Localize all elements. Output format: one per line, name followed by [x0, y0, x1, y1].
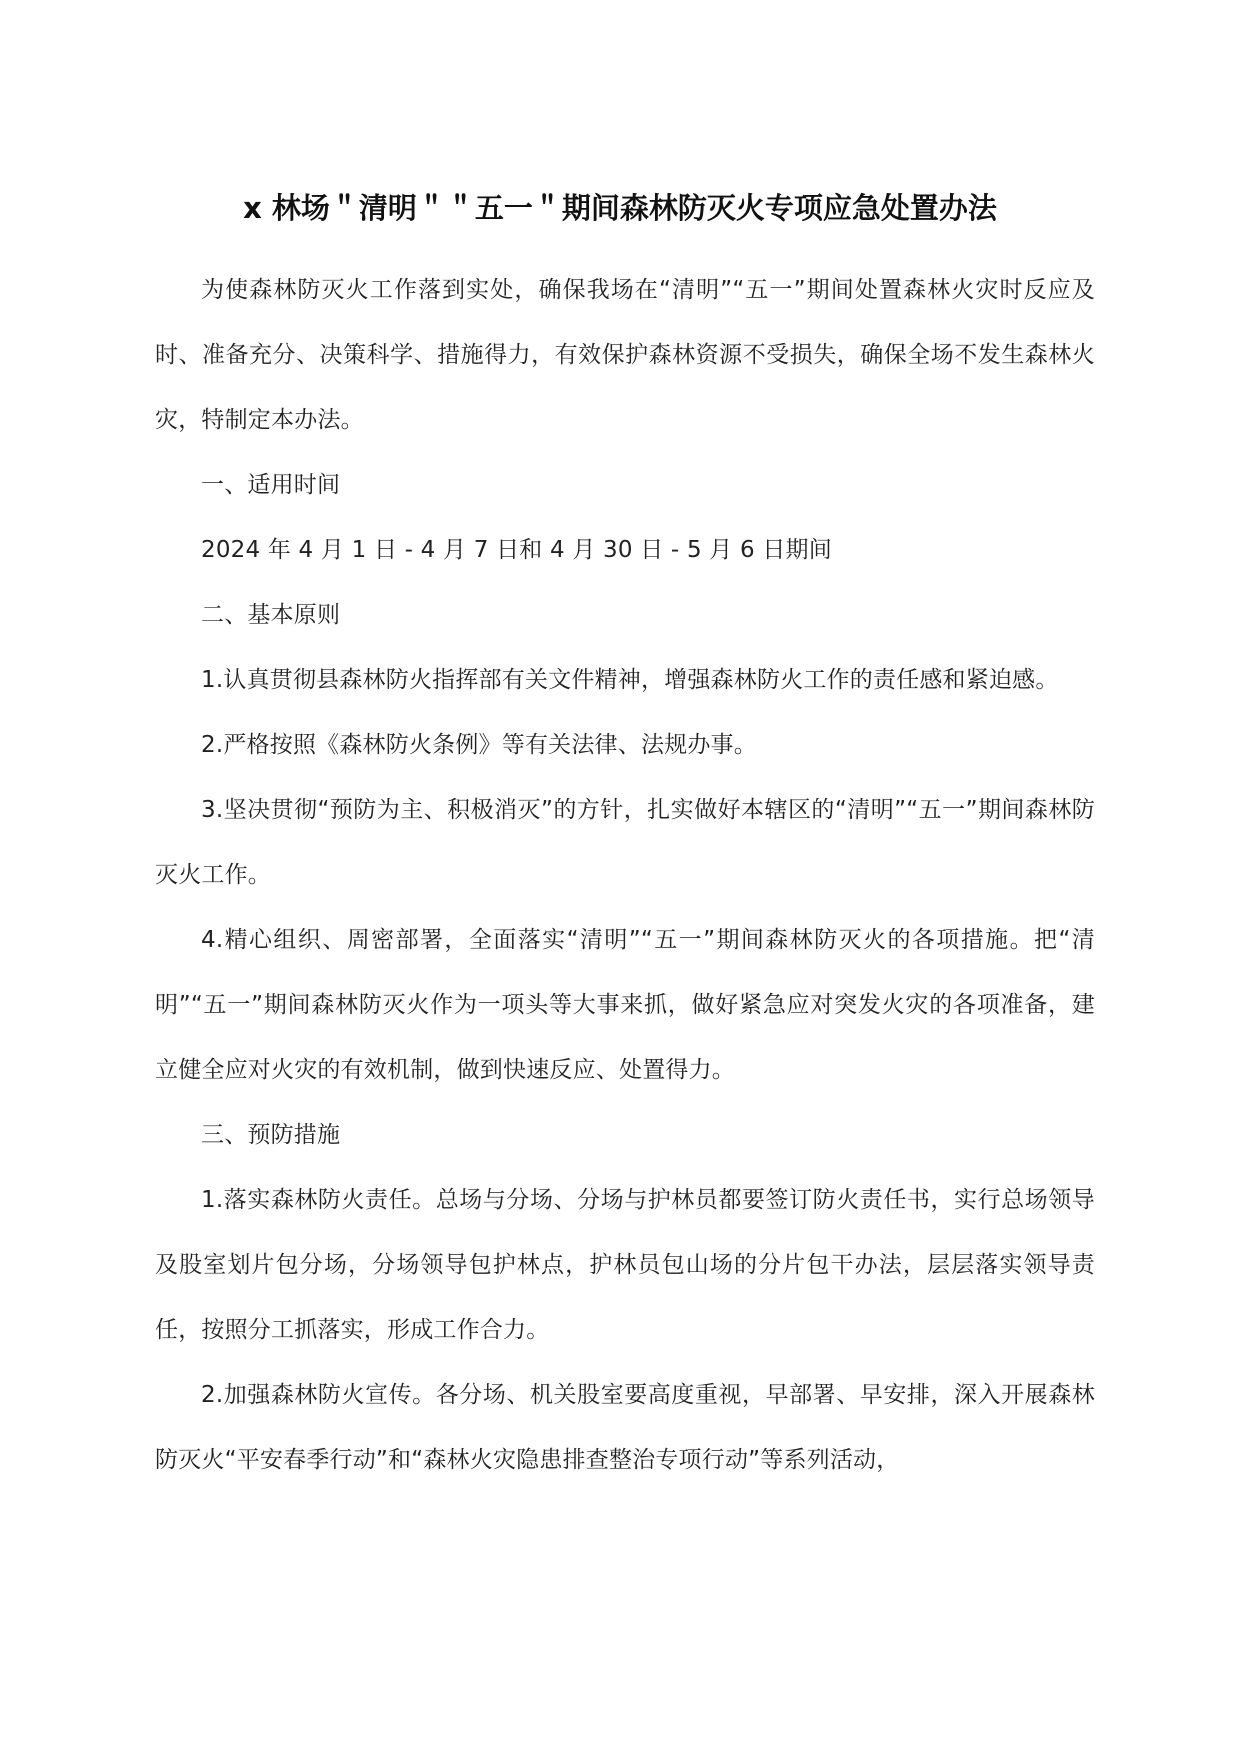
heading-applicable-time: 一、适用时间 — [201, 472, 341, 498]
paragraph-principle-3: 3.坚决贯彻“预防为主、积极消灭”的方针，扎实做好本辖区的“清明”“五一”期间森林防灭火工作。 — [155, 797, 1095, 888]
heading-preventive-measures: 三、预防措施 — [201, 1122, 341, 1148]
paragraph-intro: 为使森林防灭火工作落到实处，确保我场在“清明”“五一”期间处置森林火灾时反应及时、准备充分、决策科学、措施得力，有效保护森林资源不受损失，确保全场不发生森林火灾，特制定本办法。 — [155, 277, 1095, 433]
paragraph-principle-2: 2.严格按照《森林防火条例》等有关法律、法规办事。 — [201, 732, 757, 758]
paragraph-time-range: 2024 年 4 月 1 日 - 4 月 7 日和 4 月 30 日 - 5 月 6 日期间 — [201, 537, 832, 563]
document-title: x 林场＂清明＂＂五一＂期间森林防灭火专项应急处置办法 — [243, 191, 997, 225]
document-body — [155, 258, 1095, 1493]
paragraph-principle-4: 4.精心组织、周密部署，全面落实“清明”“五一”期间森林防灭火的各项措施。把“清明”“五一”期间森林防灭火作为一项头等大事来抓，做好紧急应对突发火灾的各项准备，建立健全应对火灾的有效机制，做到快速反应、处置得力。 — [155, 927, 1095, 1083]
paragraph-measure-1: 1.落实森林防火责任。总场与分场、分场与护林员都要签订防火责任书，实行总场领导及股室划片包分场，分场领导包护林点，护林员包山场的分片包干办法，层层落实领导责任，按照分工抓落实，形成工作合力。 — [155, 1187, 1095, 1343]
paragraph-principle-1: 1.认真贯彻县森林防火指挥部有关文件精神，增强森林防火工作的责任感和紧迫感。 — [201, 667, 1059, 693]
paragraph-measure-2: 2.加强森林防火宣传。各分场、机关股室要高度重视，早部署、早安排，深入开展森林防灭火“平安春季行动”和“森林火灾隐患排查整治专项行动”等系列活动， — [155, 1382, 1095, 1473]
heading-basic-principles: 二、基本原则 — [201, 602, 341, 628]
